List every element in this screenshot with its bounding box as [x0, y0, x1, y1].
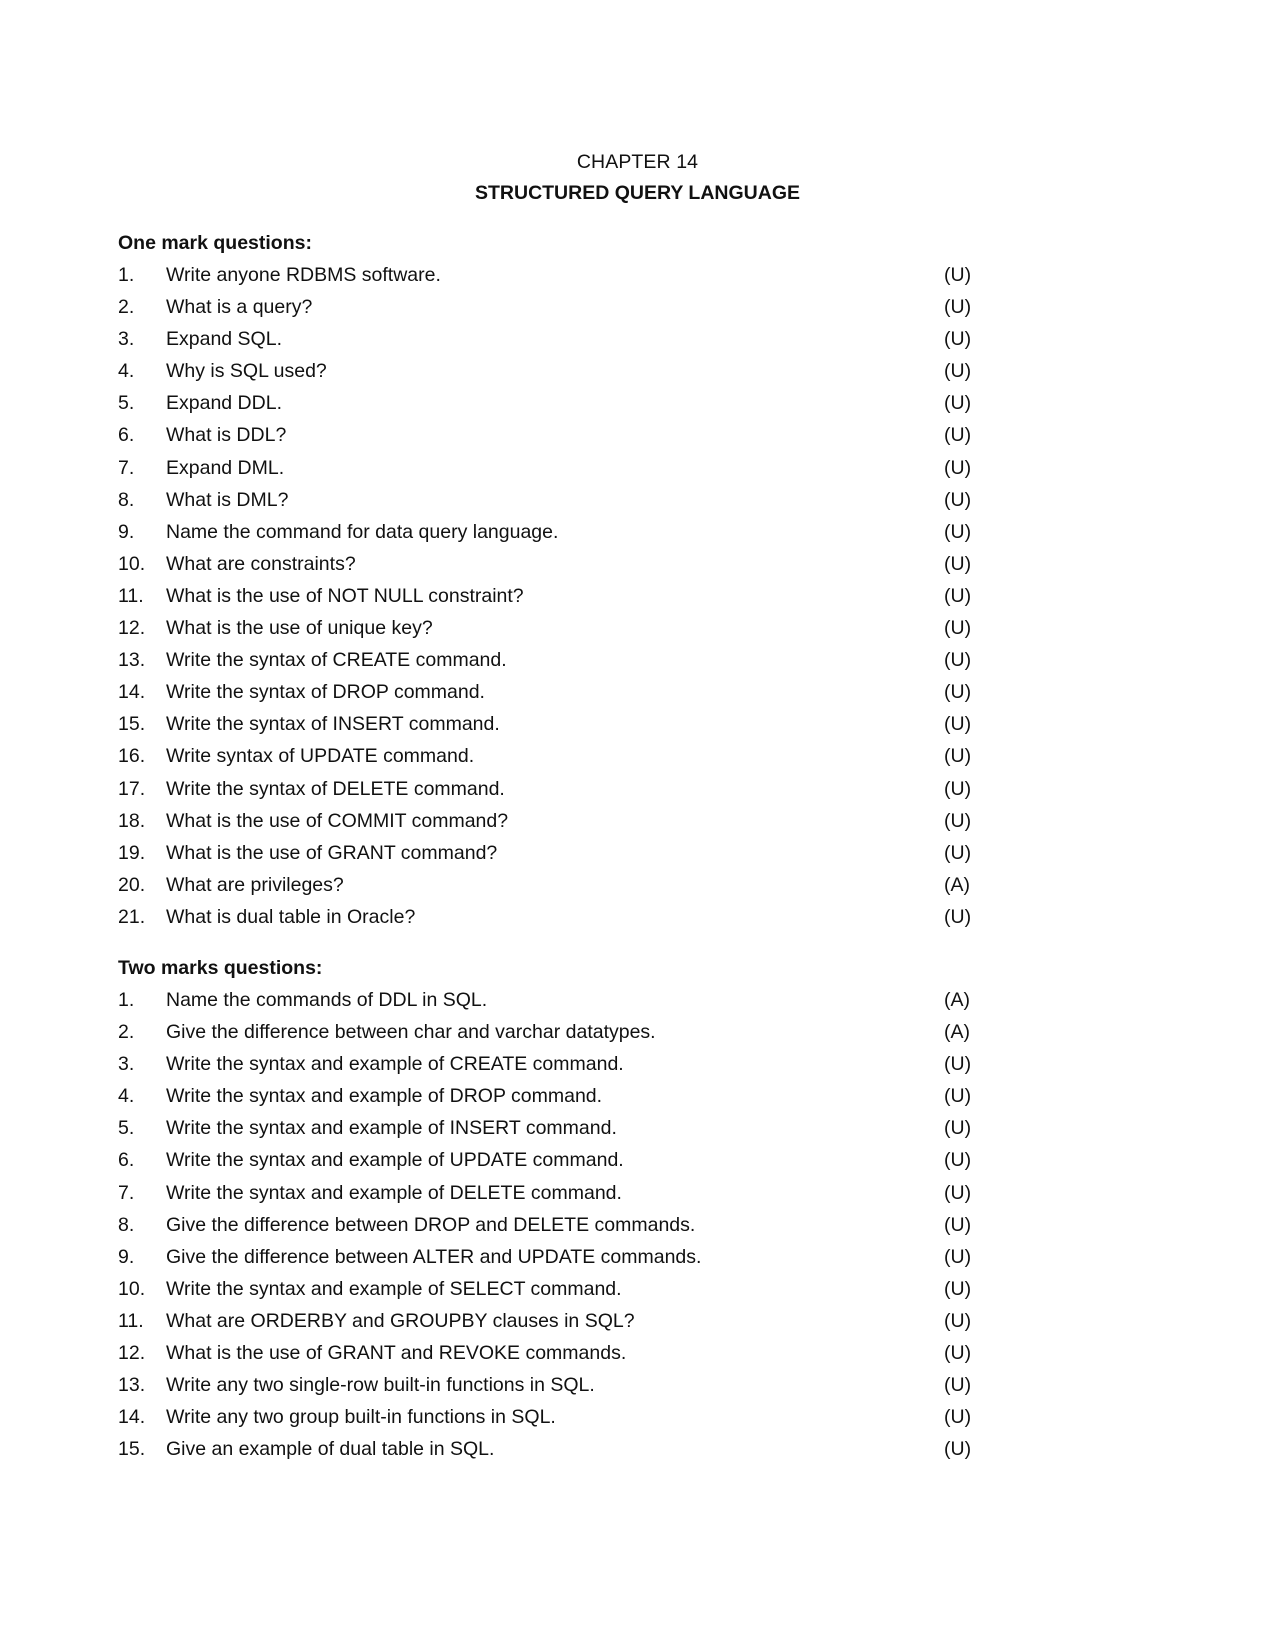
question-level: (U) [944, 424, 972, 447]
question-text: Write syntax of UPDATE command. [166, 745, 475, 768]
question-number: 5. [118, 1117, 135, 1140]
question-item [118, 775, 978, 807]
question-level: (U) [944, 1149, 972, 1172]
question-text: What is the use of unique key? [166, 617, 433, 640]
question-text: What is DML? [166, 488, 289, 511]
question-number: 7. [118, 456, 135, 479]
question-number: 12. [118, 617, 146, 640]
question-level: (A) [944, 1021, 970, 1044]
question-level: (U) [944, 1374, 972, 1397]
question-item [118, 325, 978, 357]
question-number: 19. [118, 841, 146, 864]
question-item [118, 1339, 978, 1371]
question-text: Write the syntax and example of CREATE command. [166, 1053, 624, 1076]
question-level: (U) [944, 584, 972, 607]
question-text: What is the use of GRANT and REVOKE commands. [166, 1342, 627, 1365]
question-number: 6. [118, 1149, 135, 1172]
question-level: (A) [944, 989, 970, 1011]
question-number: 10. [118, 552, 146, 575]
question-item [118, 1114, 978, 1146]
question-number: 5. [118, 392, 135, 415]
question-number: 7. [118, 1181, 135, 1204]
question-number: 17. [118, 777, 146, 800]
question-text: Expand DDL. [166, 392, 282, 415]
question-item [118, 1403, 978, 1435]
question-item [118, 903, 978, 935]
question-level: (U) [944, 1406, 972, 1429]
question-item [118, 389, 978, 421]
question-level: (U) [944, 649, 972, 672]
question-text: Write anyone RDBMS software. [166, 264, 441, 286]
question-level: (U) [944, 1117, 972, 1140]
question-level: (U) [944, 328, 972, 351]
question-level: (U) [944, 456, 972, 479]
question-text: Write the syntax and example of DROP command. [166, 1085, 603, 1108]
question-item [118, 582, 978, 614]
question-text: Expand SQL. [166, 328, 282, 351]
question-number: 9. [118, 1245, 135, 1268]
question-level: (U) [944, 520, 972, 543]
question-number: 1. [118, 264, 135, 286]
question-level: (U) [944, 777, 972, 800]
question-level: (U) [944, 1245, 972, 1268]
question-number: 18. [118, 809, 146, 832]
question-number: 14. [118, 1406, 146, 1429]
question-item [118, 1435, 978, 1467]
question-item [118, 742, 978, 774]
two-marks-section [118, 954, 978, 1467]
question-number: 15. [118, 1438, 146, 1461]
question-text: Write any two group built-in functions in SQL. [166, 1406, 556, 1429]
question-number: 2. [118, 296, 135, 319]
question-level: (U) [944, 296, 972, 319]
question-item [118, 871, 978, 903]
question-item [118, 293, 978, 325]
question-number: 3. [118, 1053, 135, 1076]
question-level: (U) [944, 617, 972, 640]
question-item [118, 261, 978, 293]
question-text: What is the use of NOT NULL constraint? [166, 584, 524, 607]
question-level: (U) [944, 809, 972, 832]
question-text: Name the command for data query language. [166, 520, 559, 543]
question-text: What is a query? [166, 296, 313, 319]
question-text: Write the syntax and example of UPDATE command. [166, 1149, 624, 1172]
question-list [118, 261, 978, 935]
question-number: 8. [118, 488, 135, 511]
question-item [118, 357, 978, 389]
question-text: Write the syntax of DELETE command. [166, 777, 505, 800]
question-level: (U) [944, 264, 972, 286]
question-item [118, 421, 978, 453]
question-item [118, 614, 978, 646]
question-level: (U) [944, 1438, 972, 1461]
question-number: 9. [118, 520, 135, 543]
question-text: Write the syntax and example of INSERT command. [166, 1117, 617, 1140]
question-text: What is the use of GRANT command? [166, 841, 498, 864]
section-heading: One mark questions: [118, 232, 312, 254]
question-item [118, 454, 978, 486]
question-level: (U) [944, 681, 972, 704]
question-number: 20. [118, 873, 146, 896]
one-mark-section [118, 229, 978, 935]
question-number: 13. [118, 1374, 146, 1397]
question-level: (U) [944, 488, 972, 511]
question-text: Name the commands of DDL in SQL. [166, 989, 488, 1011]
question-text: Why is SQL used? [166, 360, 327, 383]
question-item [118, 1371, 978, 1403]
question-level: (U) [944, 1342, 972, 1365]
question-number: 3. [118, 328, 135, 351]
question-item [118, 1050, 978, 1082]
question-text: What are constraints? [166, 552, 356, 575]
question-item [118, 986, 978, 1018]
question-level: (U) [944, 392, 972, 415]
question-level: (U) [944, 1213, 972, 1236]
question-level: (U) [944, 1277, 972, 1300]
question-text: Write the syntax and example of SELECT command. [166, 1277, 622, 1300]
question-number: 12. [118, 1342, 146, 1365]
question-text: Write any two single-row built-in functions in SQL. [166, 1374, 595, 1397]
question-number: 13. [118, 649, 146, 672]
question-item [118, 1243, 978, 1275]
question-text: Give an example of dual table in SQL. [166, 1438, 495, 1461]
question-level: (U) [944, 1085, 972, 1108]
question-number: 6. [118, 424, 135, 447]
question-number: 2. [118, 1021, 135, 1044]
question-number: 4. [118, 360, 135, 383]
question-level: (U) [944, 1053, 972, 1076]
question-item [118, 807, 978, 839]
question-number: 16. [118, 745, 146, 768]
question-number: 21. [118, 905, 146, 928]
question-number: 15. [118, 713, 146, 736]
question-item [118, 550, 978, 582]
question-text: What is dual table in Oracle? [166, 905, 416, 928]
question-list [118, 986, 978, 1467]
question-item [118, 1275, 978, 1307]
question-number: 8. [118, 1213, 135, 1236]
question-item [118, 1146, 978, 1178]
question-level: (U) [944, 841, 972, 864]
question-text: What is DDL? [166, 424, 287, 447]
question-item [118, 678, 978, 710]
question-text: What is the use of COMMIT command? [166, 809, 509, 832]
question-item [118, 1307, 978, 1339]
question-text: Expand DML. [166, 456, 285, 479]
question-number: 11. [118, 584, 144, 607]
question-text: Give the difference between DROP and DELETE commands. [166, 1213, 696, 1236]
question-number: 4. [118, 1085, 135, 1108]
question-text: Write the syntax and example of DELETE command. [166, 1181, 622, 1204]
chapter-number: CHAPTER 14 [576, 151, 699, 173]
question-level: (A) [944, 873, 970, 896]
question-level: (U) [944, 905, 972, 928]
chapter-title: STRUCTURED QUERY LANGUAGE [474, 182, 801, 204]
question-text: What are privileges? [166, 873, 344, 896]
section-heading: Two marks questions: [118, 957, 323, 979]
question-level: (U) [944, 713, 972, 736]
question-item [118, 1018, 978, 1050]
question-item [118, 1179, 978, 1211]
question-number: 11. [118, 1309, 144, 1332]
question-level: (U) [944, 360, 972, 383]
question-level: (U) [944, 1309, 972, 1332]
question-level: (U) [944, 1181, 972, 1204]
question-item [118, 1211, 978, 1243]
question-text: What are ORDERBY and GROUPBY clauses in SQL? [166, 1309, 635, 1332]
question-number: 10. [118, 1277, 146, 1300]
question-number: 1. [118, 989, 135, 1011]
question-level: (U) [944, 745, 972, 768]
question-item [118, 710, 978, 742]
question-text: Write the syntax of INSERT command. [166, 713, 500, 736]
question-item [118, 646, 978, 678]
question-number: 14. [118, 681, 146, 704]
question-item [118, 518, 978, 550]
question-level: (U) [944, 552, 972, 575]
question-item [118, 839, 978, 871]
question-text: Give the difference between ALTER and UPDATE commands. [166, 1245, 702, 1268]
question-text: Write the syntax of CREATE command. [166, 649, 507, 672]
question-item [118, 486, 978, 518]
question-text: Give the difference between char and varchar datatypes. [166, 1021, 656, 1044]
question-item [118, 1082, 978, 1114]
question-text: Write the syntax of DROP command. [166, 681, 485, 704]
